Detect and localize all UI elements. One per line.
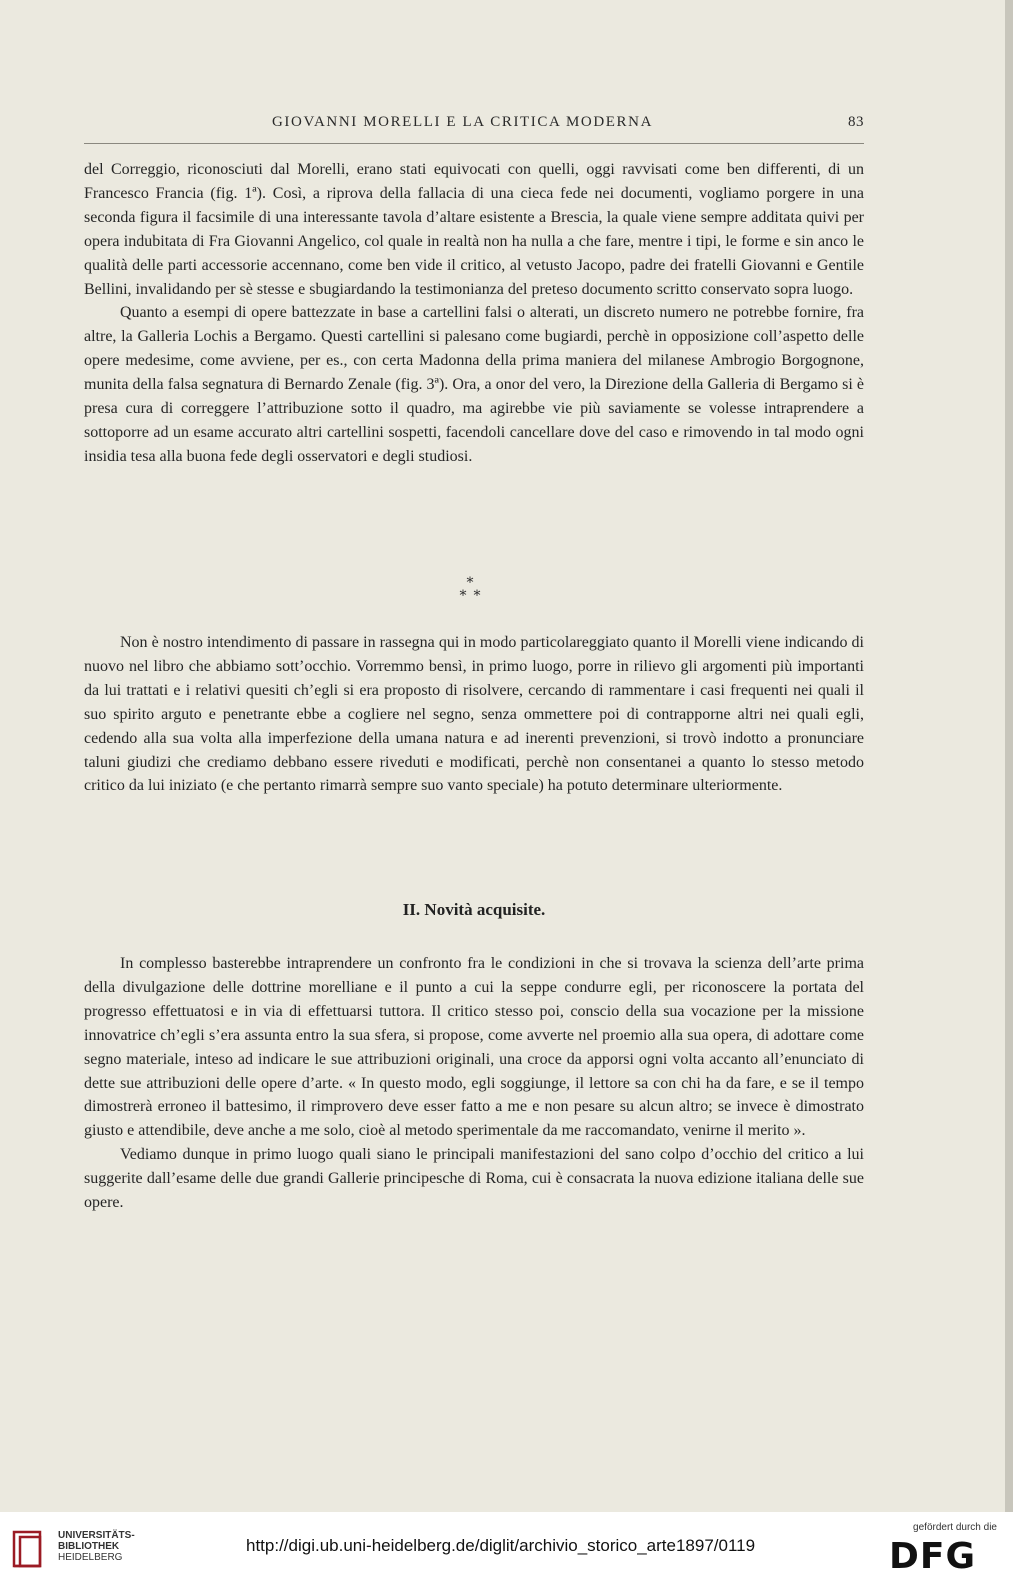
svg-text:*: * <box>473 588 481 604</box>
footer-bar <box>0 1512 1013 1591</box>
page-number: 83 <box>848 114 864 130</box>
section-heading: II. Novità acquisite. <box>402 900 546 919</box>
paragraph: Vediamo dunque in primo luogo quali siano le principali manifestazioni del sano colpo d’occhio del critico a lui suggerite dall’esame delle due grandi Gallerie principesche di Roma, cui è consacrata la nuova edizione italiana delle sue opere. <box>84 1146 864 1212</box>
library-name-line: HEIDELBERG <box>58 1552 123 1563</box>
library-logo-icon <box>6 1528 50 1572</box>
dfg-logo: DFG <box>889 1536 977 1577</box>
library-name-line: BIBLIOTHEK <box>58 1541 120 1552</box>
text-block-intro <box>84 158 864 469</box>
svg-text:*: * <box>466 575 474 591</box>
text-block-middle <box>84 631 864 798</box>
asterism-icon <box>440 572 500 612</box>
permalink-url[interactable]: http://digi.ub.uni-heidelberg.de/diglit/archivio_storico_arte1897/0119 <box>246 1536 756 1555</box>
paragraph: In complesso basterebbe intraprendere un confronto fra le condizioni in che si trovava la scienza dell’arte prima della divulgazione delle dottrine morelliane e il punto a cui la seppe condurre egli, per riconoscere la portata del progresso effettuatosi e in via di effettuarsi tuttora. Il critico stesso poi, conscio della sua vocazione per la missione innovatrice ch’egli s’era assunta entro la sua sfera, si propose, come avverte nel proemio alla sua opera, di adottare come segno materiale, inteso ad indicare le sue attribuzioni originali, una croce da apporsi ogni volta accanto all’enunciato di dette sue attribuzioni delle opere d’arte. « In questo modo, egli soggiunge, il lettore sa con chi ha da fare, e se il tempo dimostrerà erroneo il battesimo, il rimprovero deve esser fatto a me e non pesare su alcun altro; se invece è dimostrato giusto e attendibile, deve anche a me solo, cioè al metodo sperimentale da me raccomandato, venirne il merito ». <box>84 955 864 1140</box>
header-rule <box>84 143 864 144</box>
paragraph: Quanto a esempi di opere battezzate in base a cartellini falsi o alterati, un discreto numero ne potrebbe fornire, fra altre, la Galleria Lochis a Bergamo. Questi cartellini si palesano come bugiardi, perchè in opposizione coll’aspetto delle opere medesime, come avviene, per es., con certa Madonna della prima maniera del milanese Ambrogio Borgognone, munita della falsa segnatura di Bernardo Zenale (fig. 3ª). Ora, a onor del vero, la Direzione della Galleria di Bergamo si è presa cura di correggere l’attribuzione sotto il quadro, ma agirebbe vie più saviamente se volesse intraprendere a sottoporre ad un esame accurato altri cartellini sospetti, facendoli cancellare dove del caso e rimovendo in tal modo ogni insidia tesa alla buona fede degli osservatori e degli studiosi. <box>84 304 864 465</box>
funding-credit <box>889 1522 1007 1577</box>
running-title: GIOVANNI MORELLI E LA CRITICA MODERNA <box>272 114 653 130</box>
running-head <box>84 114 864 136</box>
asterism-divider <box>440 572 500 612</box>
page-edge <box>1005 0 1013 1512</box>
library-name <box>58 1530 135 1563</box>
svg-text:*: * <box>459 588 467 604</box>
text-block-section <box>84 952 864 1215</box>
library-name-line: UNIVERSITÄTS- <box>58 1530 135 1541</box>
paragraph: Non è nostro intendimento di passare in rassegna qui in modo particolareggiato quanto il Morelli viene indicando di nuovo nel libro che abbiamo sott’occhio. Vorremmo bensì, in primo luogo, porre in rilievo gli argomenti più importanti da lui trattati e i relativi quesiti ch’egli si era proposto di risolvere, cercando di rammentare i casi frequenti nei quali il suo spirito arguto e penetrante ebbe a cogliere nel segno, senza ommettere poi di contrapporne altri nei quali egli, cedendo alla sua volta alla imperfezione della umana natura e ad inerenti prevenzioni, si trovò indotto a pronunciare taluni giudizi che crediamo debbano essere riveduti e modificati, perchè non consentanei a quanto lo stesso metodo critico da lui iniziato (e che pertanto rimarrà sempre suo vanto speciale) ha potuto determinare ulteriormente. <box>84 634 864 795</box>
funding-note: gefördert durch die <box>913 1522 997 1533</box>
paragraph: del Correggio, riconosciuti dal Morelli, erano stati equivocati con quelli, oggi ravvisati come ben differenti, di un Francesco Francia (fig. 1ª). Così, a riprova della fallacia di una cieca fede nei documenti, vogliamo porgere in una seconda figura il facsimile di una interessante tavola d’altare esistente a Brescia, la quale viene sempre additata quivi per opera indubitata di Fra Giovanni Angelico, col quale in realtà non ha nulla a che fare, mentre i tipi, le forme e sin anco le qualità delle parti accessorie accennano, come ben vide il critico, al vetusto Jacopo, padre dei fratelli Giovanni e Gentile Bellini, invalidando per sè stesse e sbugiardando la testimonianza del preteso documento scritto conservato sopra luogo. <box>84 161 864 298</box>
